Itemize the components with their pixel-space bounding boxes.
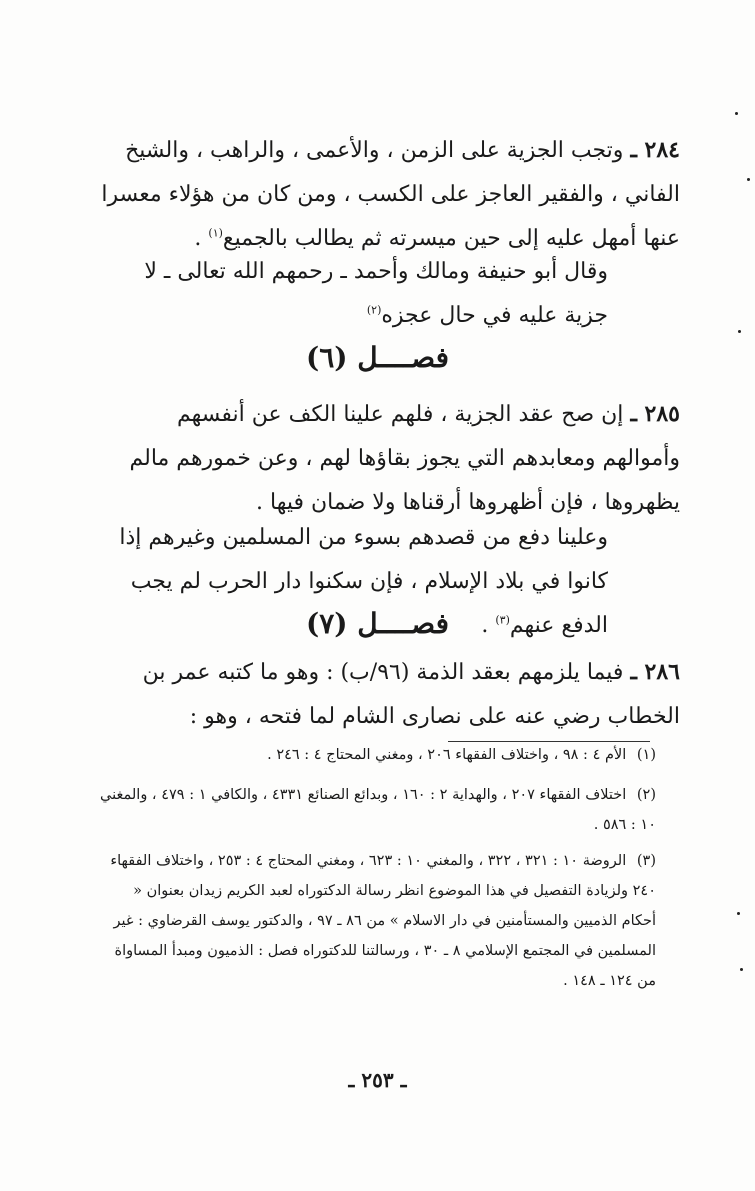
- footnote-2: [98, 780, 656, 840]
- footnote-number: (٢): [636, 787, 656, 803]
- footnote-text: اختلاف الفقهاء ٢٠٧ ، والهداية ٢ : ١٦٠ ، وبدائع الصنائع ٤٣٣١ ، والكافي ١ : ٤٧٩ ، والمغني ١٠ : ٥٨٦ .: [100, 787, 656, 833]
- paragraph-defence: وعلينا دفع من قصدهم بسوء من المسلمين وغيرهم إذا كانوا في بلاد الإسلام ، فإن سكنوا دار الحرب لم يجب الدفع عنهم$^{(٣)}$ .: [119, 525, 608, 638]
- paragraph-text: وقال أبو حنيفة ومالك وأحمد ـ رحمهم الله تعالى ـ لا جزية عليه في حال عجزه: [144, 259, 608, 328]
- scan-speck: [740, 968, 743, 971]
- scan-speck: [747, 178, 750, 181]
- footnote-1: [98, 740, 656, 770]
- paragraph-number: ٢٨٥ ـ: [630, 401, 680, 427]
- paragraph-number: ٢٨٤ ـ: [630, 137, 680, 163]
- footnote-ref: (٢): [366, 303, 382, 317]
- paragraph-284: ٢٨٤ ـ وتجب الجزية على الزمن ، والأعمى ، والراهب ، والشيخ الفاني ، والفقير العاجز على الكسب ، ومن كان من هؤلاء معسرا عنها أمهل عليه إلى حين ميسرته ثم يطالب بالجميع$^{(١)}$ .: [101, 137, 680, 251]
- section-heading-7: فصــــل (٧): [306, 607, 449, 640]
- footnote-ref: (١): [208, 226, 223, 240]
- paragraph-text: إن صح عقد الجزية ، فلهم علينا الكف عن أنفسهم وأموالهم ومعابدهم التي يجوز بقاؤها لهم ، وعن خمورهم مالم يظهروها ، فإن أظهروها أرقناها ولا ضمان فيها .: [129, 402, 680, 515]
- footnote-text: الأم ٤ : ٩٨ ، واختلاف الفقهاء ٢٠٦ ، ومغني المحتاج ٤ : ٢٤٦ .: [267, 747, 627, 763]
- footnote-3: [98, 846, 656, 996]
- footnote-number: (٣): [636, 853, 656, 869]
- scan-speck: [737, 912, 740, 915]
- paragraph-number: ٢٨٦ ـ: [630, 659, 680, 685]
- scan-speck: [735, 112, 738, 115]
- paragraph-285: [98, 392, 680, 525]
- page-number: ـ ٢٥٣ ـ: [348, 1068, 407, 1092]
- paragraph-text: فيما يلزمهم بعقد الذمة (٩٦/ب) : وهو ما كتبه عمر بن الخطاب رضي عنه على نصارى الشام لما فتحه ، وهو :: [142, 660, 680, 729]
- paragraph-abu-hanifa: [98, 250, 608, 338]
- paragraph-286: [98, 650, 680, 739]
- section-heading-6: فصــــل (٦): [306, 341, 449, 374]
- paragraph-text: وعلينا دفع من قصدهم بسوء من المسلمين وغيرهم إذا كانوا في بلاد الإسلام ، فإن سكنوا دار الحرب لم يجب الدفع عنهم: [119, 525, 608, 638]
- footnote-ref: (٣): [495, 613, 510, 627]
- footnote-number: (١): [636, 747, 656, 763]
- paragraph-text: وتجب الجزية على الزمن ، والأعمى ، والراهب ، والشيخ الفاني ، والفقير العاجز على الكسب ، ومن كان من هؤلاء معسرا عنها أمهل عليه إلى حين ميسرته ثم يطالب بالجميع: [101, 138, 680, 251]
- scan-speck: [738, 330, 741, 333]
- footnote-text: الروضة ١٠ : ٣٢١ ، ٣٢٢ ، والمغني ١٠ : ٦٢٣ ، ومغني المحتاج ٤ : ٢٥٣ ، واختلاف الفقهاء ٢٤٠ ولزيادة التفصيل في هذا الموضوع انظر رسالة الدكتوراه لعبد الكريم زيدان بعنوان « أحكام الذميين والمستأمنين في دار الاسلام » من ٨٦ ـ ٩٧ ، والدكتور يوسف القرضاوي : غير المسلمين في المجتمع الإسلامي ٨ ـ ٣٠ ، ورسالتنا للدكتوراه فصل : الذميون ومبدأ المساواة من ١٢٤ ـ ١٤٨ .: [110, 853, 656, 989]
